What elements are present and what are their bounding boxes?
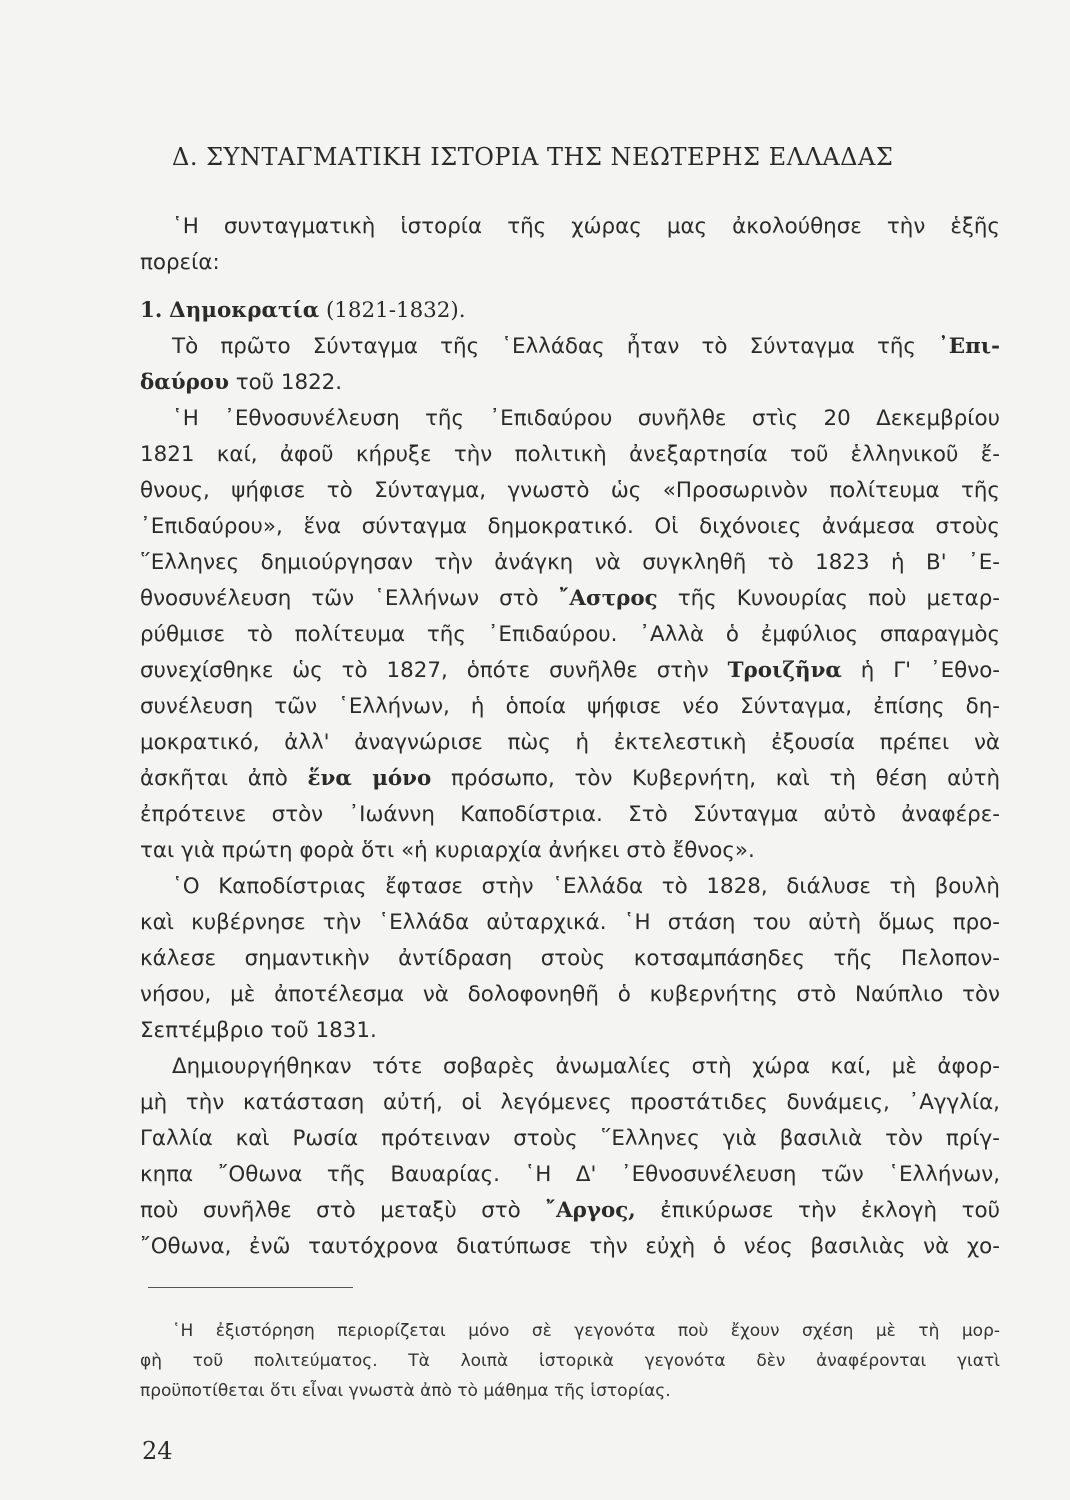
paragraph-line: ται γιὰ πρώτη φορὰ ὅτι «ἡ κυριαρχία ἀνήκει στὸ ἔθνος». bbox=[140, 838, 755, 863]
intro-line: ῾Η συνταγματικὴ ἱστορία τῆς χώρας μας ἀκολούθησε τὴν ἑξῆς bbox=[172, 214, 1000, 239]
paragraph-line: ἐπρότεινε στὸν ᾿Ιωάννη Καποδίστρια. Στὸ Σύνταγμα αὐτὸ ἀναφέρε- bbox=[140, 802, 1000, 827]
paragraph-line: μὴ τὴν κατάσταση αὐτή, οἱ λεγόμενες προστάτιδες δυνάμεις, ᾿Αγγλία, bbox=[140, 1090, 1000, 1115]
section-years: (1821-1832). bbox=[319, 298, 466, 323]
paragraph-line: ῾Ο Καποδίστριας ἔφτασε στὴν ῾Ελλάδα τὸ 1828, διάλυσε τὴ βουλὴ bbox=[172, 874, 1000, 899]
paragraph-line: κηπα ῎Οθωνα τῆς Βαυαρίας. ῾Η Δ' ᾿Εθνοσυνέλευση τῶν ῾Ελλήνων, bbox=[140, 1162, 1000, 1187]
paragraph-line: δαύρου τοῦ 1822. bbox=[140, 370, 343, 395]
paragraph-line: ῾Η ᾿Εθνοσυνέλευση τῆς ᾿Επιδαύρου συνῆλθε στὶς 20 Δεκεμβρίου bbox=[172, 406, 1000, 431]
footnote-line: προϋποτίθεται ὅτι εἶναι γνωστὰ ἀπὸ τὸ μάθημα τῆς ἱστορίας. bbox=[140, 1381, 671, 1401]
section-title bbox=[140, 293, 1000, 329]
paragraph-line: 1821 καί, ἀφοῦ κήρυξε τὴν πολιτικὴ ἀνεξαρτησία τοῦ ἑλληνικοῦ ἔ- bbox=[140, 442, 1000, 467]
paragraph-line: Τὸ πρῶτο Σύνταγμα τῆς ῾Ελλάδας ἦταν τὸ Σύνταγμα τῆς ᾿Επι- bbox=[172, 334, 1000, 359]
paragraph-line: Γαλλία καὶ Ρωσία πρότειναν στοὺς ῞Ελληνες γιὰ βασιλιὰ τὸν πρίγ- bbox=[140, 1126, 1000, 1151]
paragraph-line: μοκρατικό, ἀλλ' ἀναγνώρισε πὼς ἡ ἐκτελεστικὴ ἐξουσία πρέπει νὰ bbox=[140, 730, 1000, 755]
paragraph-line: ᾿Επιδαύρου», ἕνα σύνταγμα δημοκρατικό. Οἱ διχόνοιες ἀνάμεσα στοὺς bbox=[140, 514, 1000, 539]
paragraph-line: ἀσκῆται ἀπὸ ἕνα μόνο πρόσωπο, τὸν Κυβερνήτη, καὶ τὴ θέση αὐτὴ bbox=[140, 766, 1000, 791]
paragraph-line: συνεχίσθηκε ὡς τὸ 1827, ὁπότε συνῆλθε στὴν Τροιζῆνα ἡ Γ' ᾿Εθνο- bbox=[140, 658, 1001, 683]
paragraph-line: ῎Οθωνα, ἐνῶ ταυτόχρονα διατύπωσε τὴν εὐχὴ ὁ νέος βασιλιὰς νὰ χο- bbox=[140, 1234, 1000, 1259]
paragraph-line: θνους, ψήφισε τὸ Σύνταγμα, γνωστὸ ὡς «Προσωρινὸν πολίτευμα τῆς bbox=[140, 478, 1000, 503]
footnote-line: φὴ τοῦ πολιτεύματος. Τὰ λοιπὰ ἱστορικὰ γεγονότα δὲν ἀναφέρονται γιατὶ bbox=[140, 1351, 1000, 1371]
paragraph-line: νήσου, μὲ ἀποτέλεσμα νὰ δολοφονηθῆ ὁ κυβερνήτης στὸ Ναύπλιο τὸν bbox=[140, 982, 1000, 1007]
page-number: 24 bbox=[142, 1437, 173, 1465]
paragraph-line: ρύθμισε τὸ πολίτευμα τῆς ᾿Επιδαύρου. ᾿Αλλὰ ὁ ἐμφύλιος σπαραγμὸς bbox=[140, 622, 1000, 647]
paragraph-line: καὶ κυβέρνησε τὴν ῾Ελλάδα αὐταρχικά. ῾Η στάση του αὐτὴ ὅμως προ- bbox=[140, 910, 1000, 935]
footnote-line: ῾Η ἐξιστόρηση περιορίζεται μόνο σὲ γεγονότα ποὺ ἔχουν σχέση μὲ τὴ μορ- bbox=[172, 1321, 1000, 1341]
footnote-divider bbox=[148, 1287, 353, 1288]
paragraph-line: ῞Ελληνες δημιούργησαν τὴν ἀνάγκη νὰ συγκληθῆ τὸ 1823 ἡ Β' ᾿Ε- bbox=[140, 550, 1000, 575]
paragraph-line: ποὺ συνῆλθε στὸ μεταξὺ στὸ ῎Αργος, ἐπικύρωσε τὴν ἐκλογὴ τοῦ bbox=[140, 1198, 1001, 1223]
paragraph-line: Σεπτέμβριο τοῦ 1831. bbox=[140, 1018, 377, 1043]
body-text bbox=[140, 209, 1000, 1265]
chapter-heading: Δ. ΣΥΝΤΑΓΜΑΤΙΚΗ ΙΣΤΟΡΙΑ ΤΗΣ ΝΕΩΤΕΡΗΣ ΕΛΛΑΔΑΣ bbox=[172, 143, 894, 171]
paragraph-line: θνοσυνέλευση τῶν ῾Ελλήνων στὸ ῎Αστρος τῆς Κυνουρίας ποὺ μεταρ- bbox=[140, 586, 1001, 611]
intro-line: πορεία: bbox=[140, 250, 220, 275]
paragraph-line: Δημιουργήθηκαν τότε σοβαρὲς ἀνωμαλίες στὴ χώρα καί, μὲ ἀφορ- bbox=[172, 1054, 1000, 1079]
section-number: 1. bbox=[140, 298, 163, 323]
paragraph-line: κάλεσε σημαντικὴν ἀντίδραση στοὺς κοτσαμπάσηδες τῆς Πελοπον- bbox=[140, 946, 1000, 971]
section-name: Δημοκρατία bbox=[169, 298, 320, 323]
paragraph-line: συνέλευση τῶν ῾Ελλήνων, ἡ ὁποία ψήφισε νέο Σύνταγμα, ἐπίσης δη- bbox=[140, 694, 1000, 719]
footnote bbox=[140, 1316, 1000, 1406]
